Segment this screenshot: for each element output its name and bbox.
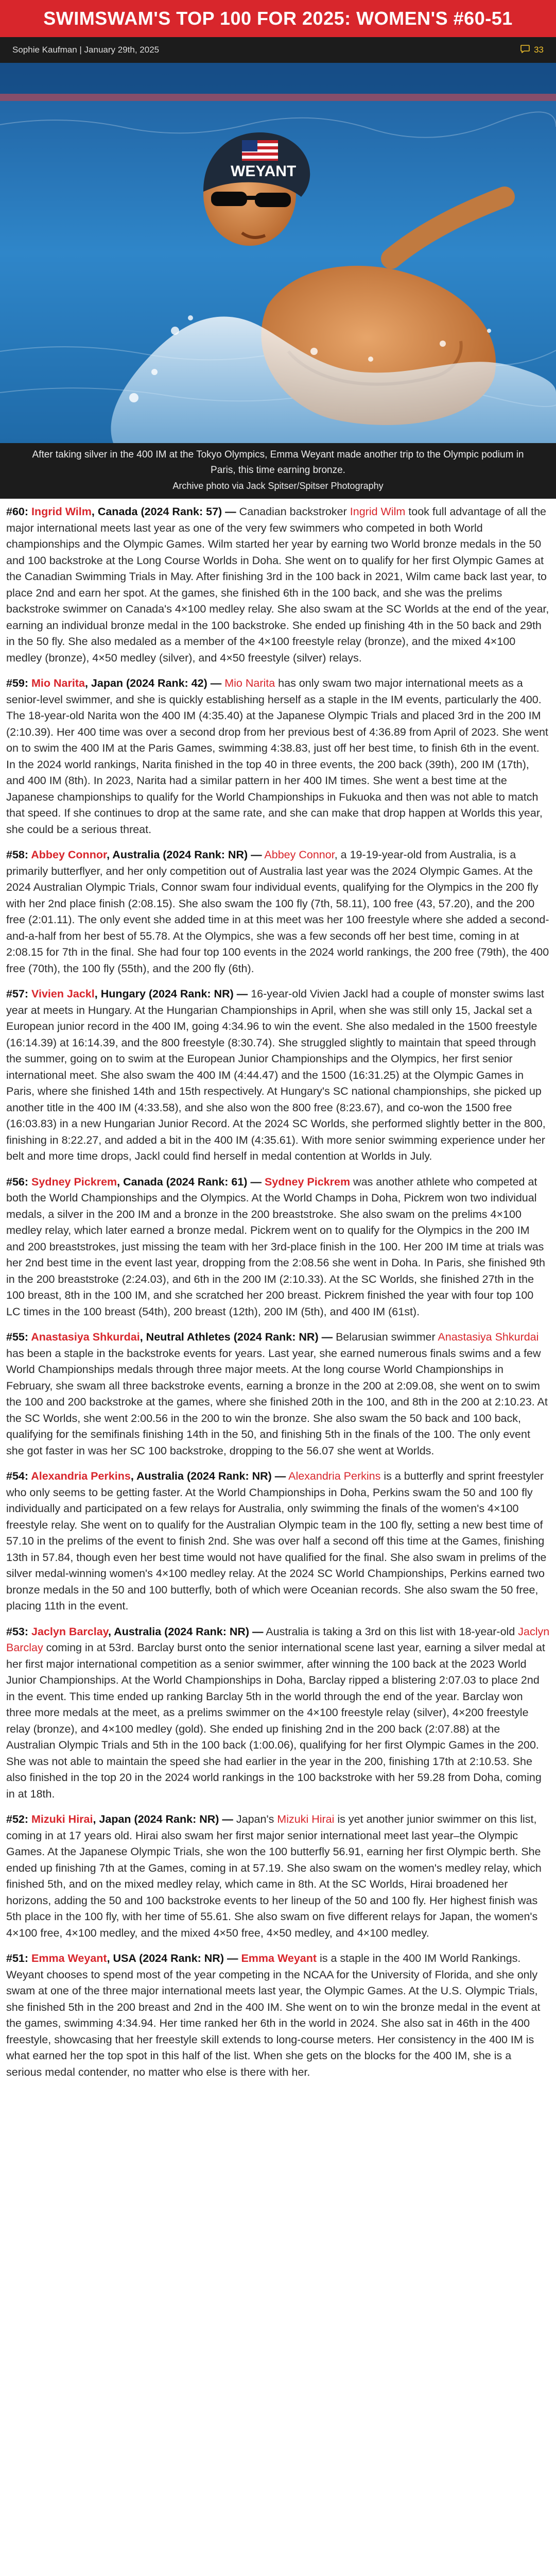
meta-bar <box>0 37 556 63</box>
swimmer-profile-link[interactable]: Alexandria Perkins <box>288 1470 381 1482</box>
title-banner <box>0 0 556 37</box>
entry-text: , a 19-19-year-old from Australia, is a primarily butterflyer, and her only competition out of Australia last year was the 2024 Olympic Games. At the 2024 Australian Olympic Trials, Connor swam four individual events, qualifying for the Olympics in the 200 fly with her 2nd place finish (2:08.15). She also swam the 100 fly (7th, 58.11), 100 free (43, 57.20), and the 200 free (2:01.11). The only event she added time in at this meet was her 100 freestyle where she added a second-and-a-half from her best of 55.78. At the Olympics, she was a few seconds off her best time, coming in at 2:08.15 for 7th in the final. She had four top 100 events in the 2024 world rankings, the 200 free (79th), the 400 free (70th), the 100 fly (55th), and the 200 fly (6th). <box>6 849 549 975</box>
entry-text: Australia is taking a 3rd on this list with 18-year-old <box>263 1625 518 1638</box>
swimmer-name-link[interactable]: Mizuki Hirai <box>31 1813 93 1825</box>
comments-link[interactable] <box>520 45 544 56</box>
photo-credit: Archive photo via Jack Spitser/Spitser Photography <box>172 481 384 491</box>
page-title: SWIMSWAM'S TOP 100 FOR 2025: WOMEN'S #60-51 <box>43 8 513 29</box>
entry-text: was another athlete who competed at both the World Championships and the Olympics. At the World Champs in Doha, Pickrem won two individual medals, a silver in the 200 IM and a bronze in the 200 breaststroke. She also swam on the prelims 4×100 medley relay, which later earned a bronze medal. Pickrem went on to qualify for the Olympics in the 200 IM and 200 breaststrokes, just missing the team with her 3rd-place finish in the 100. Her 200 IM time at trials was her 2nd best time in the event last year, dropping from the 2:08.56 she went in Doha. In Paris, she finished 9th in the 200 breaststroke (2:24.03), and 6th in the 200 IM (2:10.33). At the SC Worlds, she finished 27th in the 100 breast, 8th in the 100 IM, and she scratched her 200 breast. Pickrem finished the year with four top 100 LC times in the 100 breast (54th), 200 breast (12th), 200 IM (5th), and 400 IM (61st). <box>6 1175 545 1318</box>
comment-icon <box>520 45 530 56</box>
entry-rank: #52: <box>6 1813 32 1825</box>
page-header <box>0 0 556 63</box>
entry-text: is a butterfly and sprint freestyler who only seems to be getting faster. At the World Championships in Doha, Perkins swam the 50 and 100 fly individually and participated on a few relays for Australia, only swimming the finals of the women's 4×100 freestyle relay. She went on to qualify for the Australian Olympic team in the 100 fly, setting a new best time of 57.10 in the prelims of the event to finish 2nd. She was over half a second off this time at the Games, finishing 13th in 57.84, though even her best time would not have qualified for the final. She also swam in prelims of the silver medal-winning women's 4×100 medley relay. At the 2024 SC World Championships, Perkins earned two bronze medals in the 50 and 100 butterfly, both of which were Oceanian records. She also swam the 50 free, placing 11th in the event. <box>6 1470 547 1612</box>
entry-country-rank: , Australia (2024 Rank: NR) — <box>107 849 262 861</box>
entry-text: took full advantage of all the major international meets last year as one of the very few swimmers who competed in both World championships and the Olympic Games. Wilm started her year by earning two World bronze medals in the 50 and 100 backstroke at the Long Course Worlds in Doha. She went on to qualify for her first Olympic Games at the Canadian Swimming Trials in May. After finishing 3rd in the 100 back in 2021, Wilm came back last year, to place 2nd and earn her spot. At the games, she finished 6th in the 100 back, and she was the prelims backstroke swimmer on Canada's 4×100 medley relay. She also swam at the SC Worlds at the end of the year, earning an individual bronze medal in the 100 backstroke. She ended up finishing 4th in the 50 back and 29th in the 50 fly. She also medaled as a member of the 4×100 freestyle relay (bronze), and the mixed 4×100 medley (bronze), 4×50 medley (silver), and 4×50 freestyle (silver) relays. <box>6 505 549 664</box>
swimmer-name-link[interactable]: Ingrid Wilm <box>31 505 92 518</box>
entry-rank: #55: <box>6 1331 31 1343</box>
entry-rank: #59: <box>6 677 32 689</box>
ranking-entry <box>6 504 550 666</box>
swimmer-name-link[interactable]: Anastasiya Shkurdai <box>31 1331 140 1343</box>
entry-text: has been a staple in the backstroke events for years. Last year, she earned numerous finals swims and a few World Championships medals through three major meets. At the long course World Championships in February, she swam all three backstroke events, earning a bronze in the 200 at 2:09.08, she went on to swim the 100 and 200 backstroke at the games, where she finished 20th in the 100, and 8th in the 200 at 2:10.23. At the SC Worlds, she went 2:00.56 in the 200 to win the bronze. She also swam the 50 back and 100 back, qualifying for the semifinals finishing 14th in the 50, and finishing 5th in the finals of the 100. The only event she got faster in was her SC 100 backstroke, dropping to the 56.07 she went at Worlds. <box>6 1347 548 1457</box>
swimmer-profile-link[interactable]: Ingrid Wilm <box>350 505 406 518</box>
entry-text: is a staple in the 400 IM World Rankings. Weyant chooses to spend most of the year competing in the NCAA for the University of Florida, and she only swam at one of the three major international meets last year, the Olympic Games. At the U.S. Olympic Trials, she finished 5th in the 200 breast and 2nd in the 400 IM. She went on to win the bronze medal in the event at the games, swimming 4:34.94. Her time ranked her 6th in the world in 2024. She also sat in 46th in the 400 freestyle, showcasing that her freestyle skill extends to long-course meters. Her consistency in the 400 IM is what earned her the top spot in this half of the list. When she gets on the blocks for the 400 IM, she is a serious medal contender, no matter who else is there with her. <box>6 1952 541 2078</box>
caption-text: After taking silver in the 400 IM at the Tokyo Olympics, Emma Weyant made another trip to the Olympic podium in Paris, this time earning bronze. <box>32 449 524 476</box>
entry-rank: #60: <box>6 505 32 518</box>
entry-text: Japan's <box>233 1813 277 1825</box>
swimmer-name-link[interactable]: Jaclyn Barclay <box>31 1625 109 1638</box>
swimmer-profile-link[interactable]: Mizuki Hirai <box>277 1813 335 1825</box>
swimmer-name-link[interactable]: Abbey Connor <box>31 849 107 861</box>
ranking-entry <box>6 675 550 838</box>
entry-text: has only swam two major international meets as a senior-level swimmer, and she is quickly establishing herself as a staple in the IM events, particularly the 400. The 18-year-old Narita won the 400 IM (4:35.40) at the Japanese Olympic Trials and placed 3rd in the 200 IM (2:10.39). Her 400 time was over a second drop from her previous best of 4:36.89 from April of 2023. She went on to swim the 400 IM at the Paris Games, swimming 4:38.83, just off her best time, to finish 6th in the event. In the 2024 world rankings, Narita finished in the top 40 in three events, the 200 back (39th), 200 IM (17th), and 400 IM (8th). In 2023, Narita had a similar pattern in her 400 IM times. She went a best time at the Japanese championships to qualify for the World Championships in Fukuoka and then was not able to match that speed. If she continues to drop at the same rate, and she can make that drop happen at Worlds this year, she could be a serious threat. <box>6 677 548 836</box>
entry-country-rank: , Hungary (2024 Rank: NR) — <box>94 988 248 1000</box>
cap-text: WEYANT <box>231 163 297 180</box>
entry-country-rank: , Australia (2024 Rank: NR) — <box>108 1625 264 1638</box>
swimmer-name-link[interactable]: Emma Weyant <box>31 1952 107 1964</box>
entry-country-rank: , USA (2024 Rank: NR) — <box>107 1952 238 1964</box>
comment-count: 33 <box>534 45 544 55</box>
hero-image <box>0 63 556 443</box>
entry-rank: #58: <box>6 849 31 861</box>
entry-text: Belarusian swimmer <box>333 1331 438 1343</box>
entry-rank: #54: <box>6 1470 31 1482</box>
author-date[interactable]: Sophie Kaufman | January 29th, 2025 <box>12 45 160 55</box>
swimmer-name-link[interactable]: Vivien Jackl <box>31 988 95 1000</box>
swimmer-profile-link[interactable]: Emma Weyant <box>241 1952 317 1964</box>
entry-rank: #57: <box>6 988 32 1000</box>
ranking-entry <box>6 986 550 1165</box>
hero-figure <box>0 63 556 499</box>
entry-country-rank: , Canada (2024 Rank: 57) — <box>91 505 236 518</box>
ranking-entry <box>6 1811 550 1941</box>
entry-country-rank: , Japan (2024 Rank: 42) — <box>84 677 222 689</box>
entry-rank: #53: <box>6 1625 32 1638</box>
flag-decal <box>242 140 278 161</box>
entry-rank: #51: <box>6 1952 32 1964</box>
entry-country-rank: , Australia (2024 Rank: NR) — <box>130 1470 286 1482</box>
swimmer-name-link[interactable]: Alexandria Perkins <box>31 1470 131 1482</box>
article-body <box>0 499 556 2110</box>
entry-text: is yet another junior swimmer on this list, coming in at 17 years old. Hirai also swam her first major senior international meet last year–the Olympic Games. At the Japanese Olympic Trials, she won the 100 butterfly 56.91, earning her first Olympic berth. She ended up finishing 7th at the Games, coming in at 57.19. She also swam on the women's medley relay, which finished 5th, and on the mixed medley relay, which came in 8th. At the SC Worlds, Hirai broadened her horizons, adding the 50 and 100 backstroke events to her lineup of the 50 and 100 fly. Her highest finish was 5th place in the 100 fly, with her time of 55.61. She also swam on five different relays for Japan, the women's 4×100 free, 4×100 medley, and the mixed 4×50 free, 4×50 medley, and 4×100 medley. <box>6 1813 542 1939</box>
entry-rank: #56: <box>6 1175 32 1188</box>
swimmer-profile-link[interactable]: Anastasiya Shkurdai <box>438 1331 539 1343</box>
swimmer-profile-link[interactable]: Jaclyn Barclay <box>6 1625 550 1654</box>
swimmer-profile-link[interactable]: Mio Narita <box>224 677 275 689</box>
swimmer-name-link[interactable]: Mio Narita <box>31 677 85 689</box>
entry-country-rank: , Japan (2024 Rank: NR) — <box>93 1813 233 1825</box>
swimmer-name-link[interactable]: Sydney Pickrem <box>31 1175 117 1188</box>
swimmer-profile-link[interactable]: Abbey Connor <box>264 849 335 861</box>
ranking-entry <box>6 1951 550 2080</box>
photo-caption <box>0 443 556 499</box>
ranking-entry <box>6 1624 550 1803</box>
entry-text: Canadian backstroker <box>236 505 350 518</box>
byline <box>12 45 159 55</box>
ranking-entry <box>6 847 550 977</box>
swimmer-profile-link[interactable]: Sydney Pickrem <box>264 1175 351 1188</box>
entry-text: 16-year-old Vivien Jackl had a couple of monster swims last year at meets in Hungary. At the Hungarian Championships in April, when she was still only 15, Jackal set a European junior record in the 400 IM, going 4:34.96 to win the event. She also medaled in the 1500 freestyle (16:14.39) at 16:14.39, and the 800 freestyle (8:30.74). She struggled slightly to maintain that speed through the summer, going on to swim at the European Junior Championships and the Olympics, her first senior international meet. She also swam the 400 IM (4:44.47) and the 1500 (16:31.25) at the Olympic Games in Paris, where she finished 14th and 15th respectively. At Hungary's SC national championships, she picked up another title in the 400 IM (4:33.58), and she also won the 800 free (8:23.67), and co-won the 1500 free (16:03.83) in a new Hungarian Junior Record. At the 2024 SC Worlds, she performed slightly better in the 800, finishing in 8:22.27, and added a bit in the 400 IM (4:35.61). With more senior swimming experience under her belt and more time drops, Jackl could find herself in medal contention at Worlds in July. <box>6 988 546 1162</box>
ranking-entry <box>6 1468 550 1615</box>
entry-country-rank: , Neutral Athletes (2024 Rank: NR) — <box>140 1331 333 1343</box>
ranking-entry <box>6 1329 550 1459</box>
entry-country-rank: , Canada (2024 Rank: 61) — <box>117 1175 262 1188</box>
ranking-entry <box>6 1174 550 1320</box>
swimmer-photo <box>0 63 556 443</box>
entry-text: coming in at 53rd. Barclay burst onto the senior international scene last year, earning a silver medal at her first major international competition as a senior swimmer, after winning the 100 back at the 2023 World Junior Championships. At the World Championships in Doha, Barclay ripped a blistering 2:07.03 to place 2nd in the event. This time ended up ranking Barclay 5th in the world through the end of the year. Barclay won three more medals at the meet, as a prelims swimmer on the 4×100 freestyle relay (silver), 4×200 freestyle relay (bronze), and 4×100 medley (gold). She ended up finishing 2nd in the 200 back (2:07.88) at the Australian Olympic Trials and 5th in the 100 back (1:00.06), qualifying for her first Olympic Games in the 200. She was not able to maintain the speed she had earlier in the year in the 200, finishing 17th at 2:10.53. She also finished in the top 20 in the 2024 world rankings in the 100 backstroke with her 59.28 from Doha, coming in at 18th. <box>6 1641 545 1800</box>
